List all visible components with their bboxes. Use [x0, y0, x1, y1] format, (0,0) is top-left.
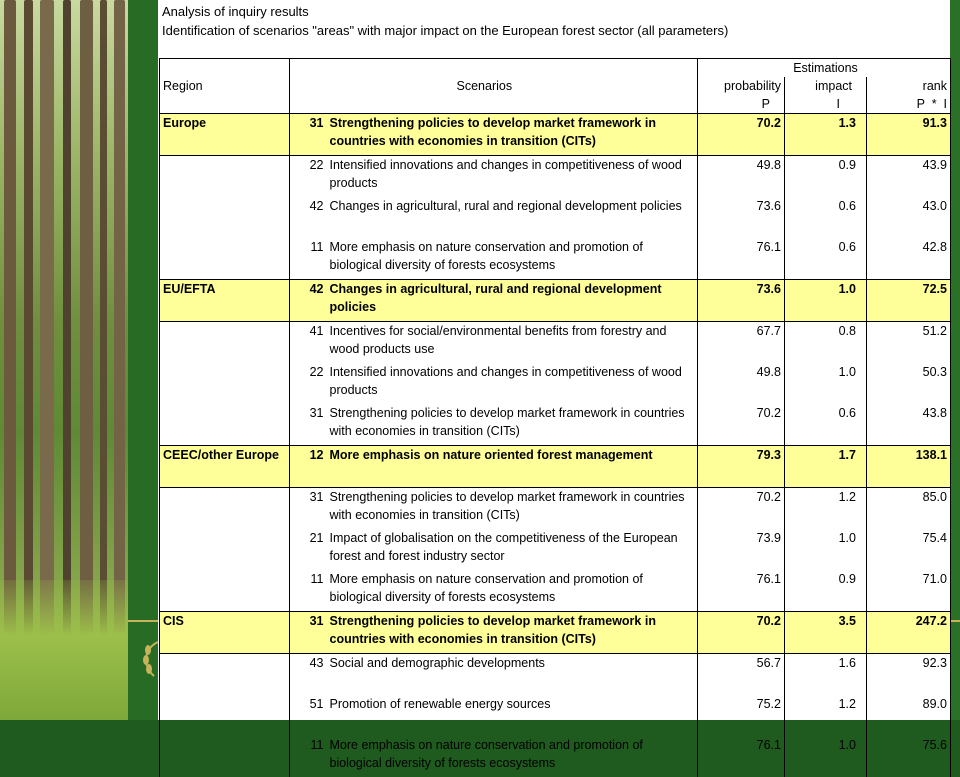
header-impact: impact [785, 77, 867, 95]
impact-value: 1.2 [785, 695, 867, 736]
rank-value: 43.0 [867, 197, 951, 238]
rank-value: 43.8 [867, 404, 951, 446]
impact-value: 1.0 [785, 363, 867, 404]
table-row-highlighted [160, 114, 951, 156]
probability-value: 67.7 [698, 322, 785, 364]
rank-value: 92.3 [867, 654, 951, 696]
region-cell [160, 238, 290, 280]
scenario-text: Changes in agricultural, rural and regional development policies [327, 197, 698, 238]
table-row-highlighted [160, 280, 951, 322]
probability-value: 76.1 [698, 238, 785, 280]
scenario-number: 11 [290, 238, 327, 280]
probability-value: 70.2 [698, 404, 785, 446]
scenario-text: Intensified innovations and changes in competitiveness of wood products [327, 363, 698, 404]
region-cell: EU/EFTA [160, 280, 290, 322]
header-estimations: Estimations [785, 59, 867, 78]
impact-value: 1.7 [785, 446, 867, 488]
table-row [160, 695, 951, 736]
rank-value: 51.2 [867, 322, 951, 364]
header-probability: probability [698, 77, 785, 95]
probability-value: 70.2 [698, 612, 785, 654]
probability-value: 76.1 [698, 570, 785, 612]
scenario-number: 31 [290, 488, 327, 530]
scenario-text: Strengthening policies to develop market framework in countries with economies in transition (CITs) [327, 404, 698, 446]
probability-value: 70.2 [698, 114, 785, 156]
region-cell [160, 197, 290, 238]
scenario-text: Promotion of renewable energy sources [327, 695, 698, 736]
table-row [160, 404, 951, 446]
scenario-number: 41 [290, 322, 327, 364]
region-cell: Europe [160, 114, 290, 156]
region-cell [160, 529, 290, 570]
rank-value: 75.6 [867, 736, 951, 777]
green-sidebar-band [128, 0, 160, 720]
scenario-text: Strengthening policies to develop market framework in countries with economies in transition (CITs) [327, 612, 698, 654]
probability-value: 73.9 [698, 529, 785, 570]
probability-value: 76.1 [698, 736, 785, 777]
scenario-text: Impact of globalisation on the competitiveness of the European forest and forest industry sector [327, 529, 698, 570]
rank-value: 91.3 [867, 114, 951, 156]
probability-value: 49.8 [698, 363, 785, 404]
impact-value: 0.9 [785, 570, 867, 612]
probability-value: 75.2 [698, 695, 785, 736]
rank-value: 138.1 [867, 446, 951, 488]
scenario-number: 22 [290, 156, 327, 198]
table-row [160, 197, 951, 238]
region-cell [160, 570, 290, 612]
header-row-1 [160, 59, 951, 78]
probability-value: 49.8 [698, 156, 785, 198]
results-table [159, 58, 951, 777]
region-cell [160, 488, 290, 530]
title-line-2: Identification of scenarios "areas" with major impact on the European forest sector (all parameters) [162, 23, 729, 38]
impact-value: 0.8 [785, 322, 867, 364]
probability-value: 73.6 [698, 280, 785, 322]
header-p: P [698, 95, 785, 114]
region-cell: CEEC/other Europe [160, 446, 290, 488]
rank-value: 42.8 [867, 238, 951, 280]
table-row [160, 736, 951, 777]
region-cell [160, 695, 290, 736]
scenario-number: 11 [290, 736, 327, 777]
region-cell [160, 736, 290, 777]
rank-value: 89.0 [867, 695, 951, 736]
table-row-highlighted [160, 446, 951, 488]
scenario-number: 31 [290, 404, 327, 446]
table-row [160, 529, 951, 570]
impact-value: 1.6 [785, 654, 867, 696]
header-row-3 [160, 95, 951, 114]
scenario-number: 31 [290, 114, 327, 156]
region-cell [160, 322, 290, 364]
header-row-2 [160, 77, 951, 95]
impact-value: 1.3 [785, 114, 867, 156]
impact-value: 1.0 [785, 736, 867, 777]
table-row [160, 570, 951, 612]
rank-value: 75.4 [867, 529, 951, 570]
rank-value: 247.2 [867, 612, 951, 654]
table-row [160, 654, 951, 696]
rank-value: 71.0 [867, 570, 951, 612]
header-region: Region [160, 77, 290, 95]
scenario-text: More emphasis on nature conservation and promotion of biological diversity of forests ecosystems [327, 570, 698, 612]
impact-value: 3.5 [785, 612, 867, 654]
header-scenarios: Scenarios [327, 77, 698, 95]
probability-value: 79.3 [698, 446, 785, 488]
region-cell [160, 363, 290, 404]
scenario-number: 31 [290, 612, 327, 654]
scenario-text: Strengthening policies to develop market framework in countries with economies in transition (CITs) [327, 114, 698, 156]
scenario-text: More emphasis on nature oriented forest management [327, 446, 698, 488]
table-row-highlighted [160, 612, 951, 654]
header-pi: P * I [867, 95, 951, 114]
rank-value: 72.5 [867, 280, 951, 322]
impact-value: 1.0 [785, 280, 867, 322]
impact-value: 0.6 [785, 238, 867, 280]
region-cell: CIS [160, 612, 290, 654]
probability-value: 73.6 [698, 197, 785, 238]
impact-value: 1.2 [785, 488, 867, 530]
table-row [160, 238, 951, 280]
scenario-number: 22 [290, 363, 327, 404]
region-cell [160, 654, 290, 696]
impact-value: 0.9 [785, 156, 867, 198]
scenario-number: 12 [290, 446, 327, 488]
header-rank: rank [867, 77, 951, 95]
region-cell [160, 404, 290, 446]
rank-value: 50.3 [867, 363, 951, 404]
scenario-text: Changes in agricultural, rural and regional development policies [327, 280, 698, 322]
scenario-text: Incentives for social/environmental benefits from forestry and wood products use [327, 322, 698, 364]
scenario-number: 42 [290, 280, 327, 322]
impact-value: 1.0 [785, 529, 867, 570]
scenario-text: Intensified innovations and changes in competitiveness of wood products [327, 156, 698, 198]
green-right-border [950, 0, 960, 720]
scenario-number: 21 [290, 529, 327, 570]
probability-value: 56.7 [698, 654, 785, 696]
table-row [160, 363, 951, 404]
scenario-number: 11 [290, 570, 327, 612]
scenario-text: More emphasis on nature conservation and promotion of biological diversity of forests ecosystems [327, 736, 698, 777]
scenario-text: Social and demographic developments [327, 654, 698, 696]
scenario-text: More emphasis on nature conservation and promotion of biological diversity of forests ecosystems [327, 238, 698, 280]
scenario-text: Strengthening policies to develop market framework in countries with economies in transition (CITs) [327, 488, 698, 530]
probability-value: 70.2 [698, 488, 785, 530]
scenario-number: 51 [290, 695, 327, 736]
impact-value: 0.6 [785, 197, 867, 238]
rank-value: 43.9 [867, 156, 951, 198]
scenario-number: 42 [290, 197, 327, 238]
slide-title [162, 2, 728, 40]
table-row [160, 488, 951, 530]
rank-value: 85.0 [867, 488, 951, 530]
header-i: I [785, 95, 867, 114]
impact-value: 0.6 [785, 404, 867, 446]
table-row [160, 322, 951, 364]
table-row [160, 156, 951, 198]
title-line-1: Analysis of inquiry results [162, 4, 309, 19]
scenario-number: 43 [290, 654, 327, 696]
region-cell [160, 156, 290, 198]
